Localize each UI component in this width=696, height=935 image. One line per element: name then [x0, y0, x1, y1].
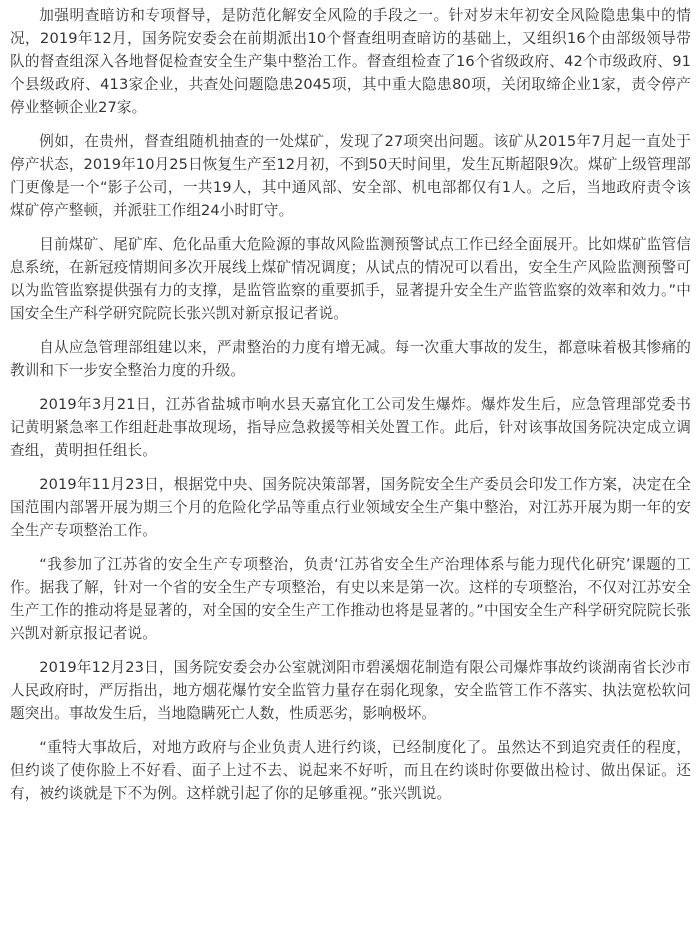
- paragraph-jiangsu-quote: “我参加了江苏省的安全生产专项整治，负责‘江苏省安全生产治理体系与能力现代化研究’课题的工作。据我了解，针对一个省的安全生产专项整治，有史以来是第一次。这样的专项整治，不仅对江苏安全生产工作的推动将是显著的，对全国的安全生产工作推动也将是显著的。”中国安全生产科学研究院院长张兴凯对新京报记者说。: [10, 556, 691, 642]
- paragraph-risk-monitoring: 目前煤矿、尾矿库、危化品重大危险源的事故风险监测预警试点工作已经全面展开。比如煤矿监管信息系统，在新冠疫情期间多次开展线上煤矿情况调度；从试点的情况可以看出，安全生产风险监测预警可以为监管监察提供强有力的支撑，是监管监察的重要抓手，显著提升安全生产监管监察的效率和效力。”中国安全生产科学研究院院长张兴凯对新京报记者说。: [10, 236, 691, 322]
- paragraph-rectification-intensity: 自从应急管理部组建以来，严肃整治的力度有增无减。每一次重大事故的发生，都意味着极其惨痛的教训和下一步安全整治力度的升级。: [10, 339, 691, 379]
- paragraph-interview-quote: “重特大事故后，对地方政府与企业负责人进行约谈，已经制度化了。虽然达不到追究责任的程度，但约谈了使你脸上不好看、面子上过不去、说起来不好听，而且在约谈时你要做出检讨、做出保证。还有，被约谈就是下不为例。这样就引起了你的足够重视。”张兴凯说。: [10, 739, 691, 802]
- paragraph-guizhou-coal-mine: 例如，在贵州，督查组随机抽查的一处煤矿，发现了27项突出问题。该矿从2015年7月起一直处于停产状态，2019年10月25日恢复生产至12月初，不到50天时间里，发生瓦斯超限9次。煤矿上级管理部门更像是一个“影子公司，一共19人，其中通风部、安全部、机电部都仅有1人。之后，当地政府责令该煤矿停产整顿，并派驻工作组24小时盯守。: [10, 133, 691, 219]
- paragraph-liuyang-fireworks: 2019年12月23日，国务院安委会办公室就浏阳市碧溪烟花制造有限公司爆炸事故约谈湖南省长沙市人民政府时，严厉指出，地方烟花爆竹安全监管力量存在弱化现象，安全监管工作不落实、执法宽松软问题突出。事故发生后，当地隐瞒死亡人数，性质恶劣，影响极坏。: [10, 659, 691, 722]
- paragraph-special-rectification-plan: 2019年11月23日，根据党中央、国务院决策部署，国务院安全生产委员会印发工作方案，决定在全国范围内部署开展为期三个月的危险化学品等重点行业领域安全生产集中整治，对江苏开展为期一年的安全生产专项整治工作。: [10, 476, 691, 539]
- paragraph-xiangshui-explosion: 2019年3月21日，江苏省盐城市响水县天嘉宜化工公司发生爆炸。爆炸发生后，应急管理部党委书记黄明紧急率工作组赶赴事故现场，指导应急救援等相关处置工作。此后，针对该事故国务院决定成立调查组，黄明担任组长。: [10, 396, 691, 459]
- paragraph-inspection-overview: 加强明查暗访和专项督导，是防范化解安全风险的手段之一。针对岁末年初安全风险隐患集中的情况，2019年12月，国务院安委会在前期派出10个督查组明查暗访的基础上，又组织16个由部级领导带队的督查组深入各地督促检查安全生产集中整治工作。督查组检查了16个省级政府、42个市级政府、91个县级政府、413家企业，共查处问题隐患2045项，其中重大隐患80项，关闭取缔企业1家，责令停产停业整顿企业27家。: [10, 7, 691, 116]
